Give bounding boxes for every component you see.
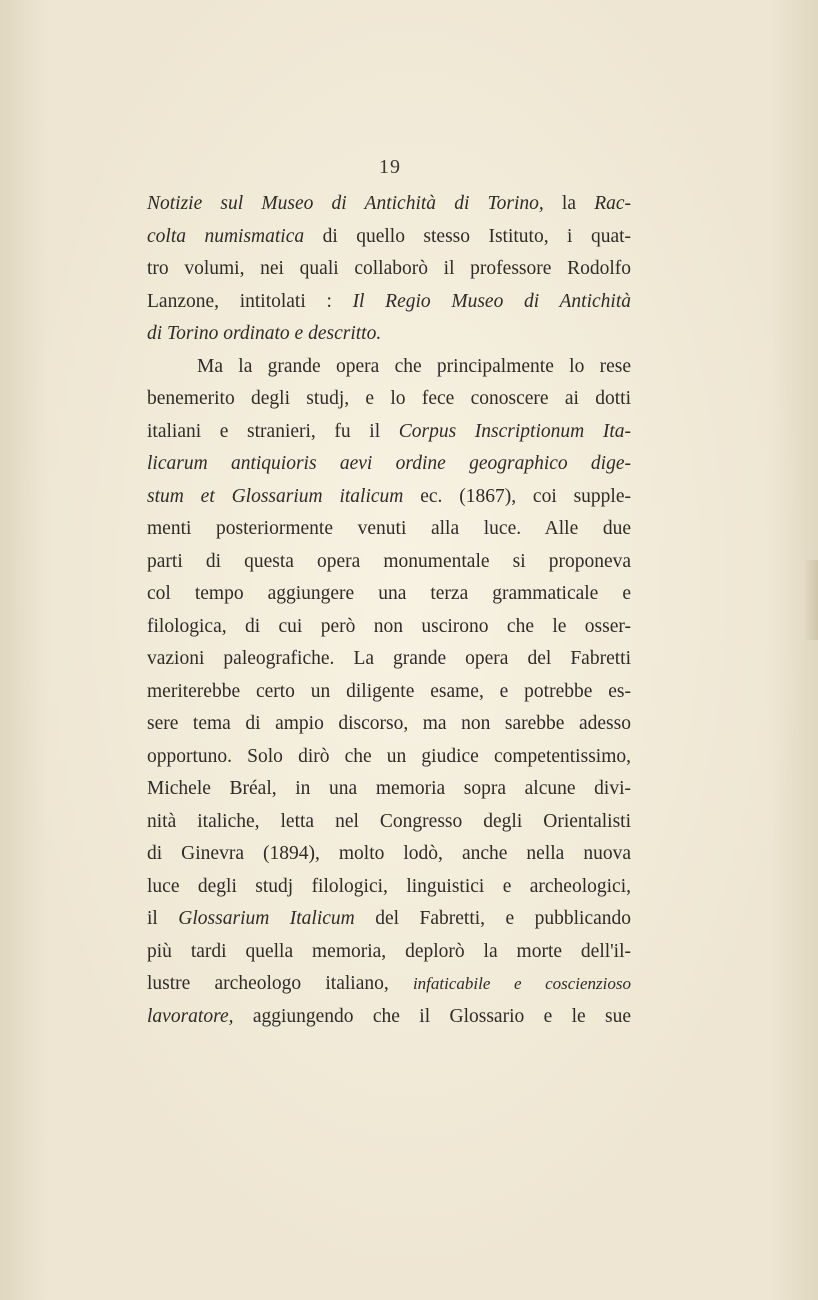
text-line bbox=[147, 578, 631, 611]
text-line bbox=[147, 188, 631, 221]
text-line bbox=[147, 741, 631, 774]
text-run: di Ginevra (1894), molto lodò, anche nella nuova bbox=[147, 843, 631, 864]
text-run: meriterebbe certo un diligente esame, e potrebbe es- bbox=[147, 680, 631, 702]
text-line bbox=[147, 351, 631, 384]
text-run: col tempo aggiungere una terza grammaticale e bbox=[147, 583, 631, 604]
text-line bbox=[147, 416, 631, 449]
text-line bbox=[147, 221, 631, 254]
text-line bbox=[147, 773, 631, 806]
italic-text-run: infaticabile e coscienzioso bbox=[412, 974, 632, 993]
text-run: parti di questa opera monumentale si proponeva bbox=[147, 550, 631, 572]
text-line bbox=[147, 513, 631, 546]
italic-text-run: Il Regio Museo di Antichità bbox=[352, 290, 631, 312]
text-line bbox=[147, 676, 631, 709]
italic-text-run: colta numismatica bbox=[147, 225, 305, 247]
italic-text-run: di Torino ordinato e descritto. bbox=[147, 323, 382, 344]
page-fold-shadow bbox=[804, 560, 818, 640]
text-run: luce degli studj filologici, linguistici e archeologici, bbox=[147, 875, 631, 897]
text-line bbox=[147, 546, 631, 579]
body-text bbox=[147, 188, 631, 1033]
text-run: aggiungendo che il Glossario e le sue bbox=[233, 1005, 631, 1027]
text-run: del Fabretti, e pubblicando bbox=[354, 908, 631, 929]
italic-text-run: Notizie sul Museo di Antichità di Torino, bbox=[147, 193, 544, 214]
italic-text-run: Rac- bbox=[594, 193, 631, 214]
text-line bbox=[147, 318, 631, 351]
italic-text-run: lavoratore, bbox=[147, 1005, 234, 1027]
text-line bbox=[147, 968, 631, 1001]
text-run: benemerito degli studj, e lo fece conoscere ai dotti bbox=[147, 388, 631, 409]
text-run: sere tema di ampio discorso, ma non sarebbe adesso bbox=[147, 713, 631, 734]
text-run: vazioni paleografiche. La grande opera del Fabretti bbox=[147, 648, 631, 669]
text-line bbox=[147, 871, 631, 904]
italic-text-run: stum et Glossarium italicum bbox=[147, 485, 404, 507]
text-run: ec. (1867), coi supple- bbox=[403, 485, 631, 507]
text-run: di quello stesso Istituto, i quat- bbox=[304, 225, 632, 247]
text-run: più tardi quella memoria, deplorò la morte dell'il- bbox=[147, 940, 631, 962]
text-line bbox=[147, 708, 631, 741]
text-line bbox=[147, 611, 631, 644]
text-line bbox=[147, 383, 631, 416]
text-line bbox=[147, 286, 631, 319]
text-line bbox=[147, 643, 631, 676]
text-run: filologica, di cui però non uscirono che le osser- bbox=[147, 615, 631, 637]
text-run: il bbox=[147, 908, 179, 929]
page-number: 19 bbox=[379, 156, 401, 178]
text-run: Lanzone, intitolati : bbox=[147, 290, 353, 312]
text-run: nità italiche, letta nel Congresso degli Orientalisti bbox=[147, 810, 631, 832]
text-run: menti posteriormente venuti alla luce. Alle due bbox=[147, 518, 631, 539]
italic-text-run: Glossarium Italicum bbox=[178, 908, 355, 929]
text-line bbox=[147, 481, 631, 514]
text-run: la bbox=[543, 193, 595, 214]
text-line bbox=[147, 903, 631, 936]
text-line bbox=[147, 1001, 631, 1034]
text-line bbox=[147, 838, 631, 871]
text-run: lustre archeologo italiano, bbox=[147, 973, 413, 994]
text-line bbox=[147, 253, 631, 286]
text-run: Michele Bréal, in una memoria sopra alcune divi- bbox=[147, 778, 631, 799]
text-run: opportuno. Solo dirò che un giudice competentissimo, bbox=[147, 745, 631, 767]
text-run: italiani e stranieri, fu il bbox=[147, 420, 399, 442]
text-line bbox=[147, 806, 631, 839]
text-run: tro volumi, nei quali collaborò il professore Rodolfo bbox=[147, 258, 631, 279]
text-line bbox=[147, 448, 631, 481]
italic-text-run: Corpus Inscriptionum Ita- bbox=[398, 420, 631, 442]
text-run: Ma la grande opera che principalmente lo rese bbox=[197, 355, 631, 377]
italic-text-run: licarum antiquioris aevi ordine geographico dige- bbox=[147, 453, 631, 474]
text-line bbox=[147, 936, 631, 969]
